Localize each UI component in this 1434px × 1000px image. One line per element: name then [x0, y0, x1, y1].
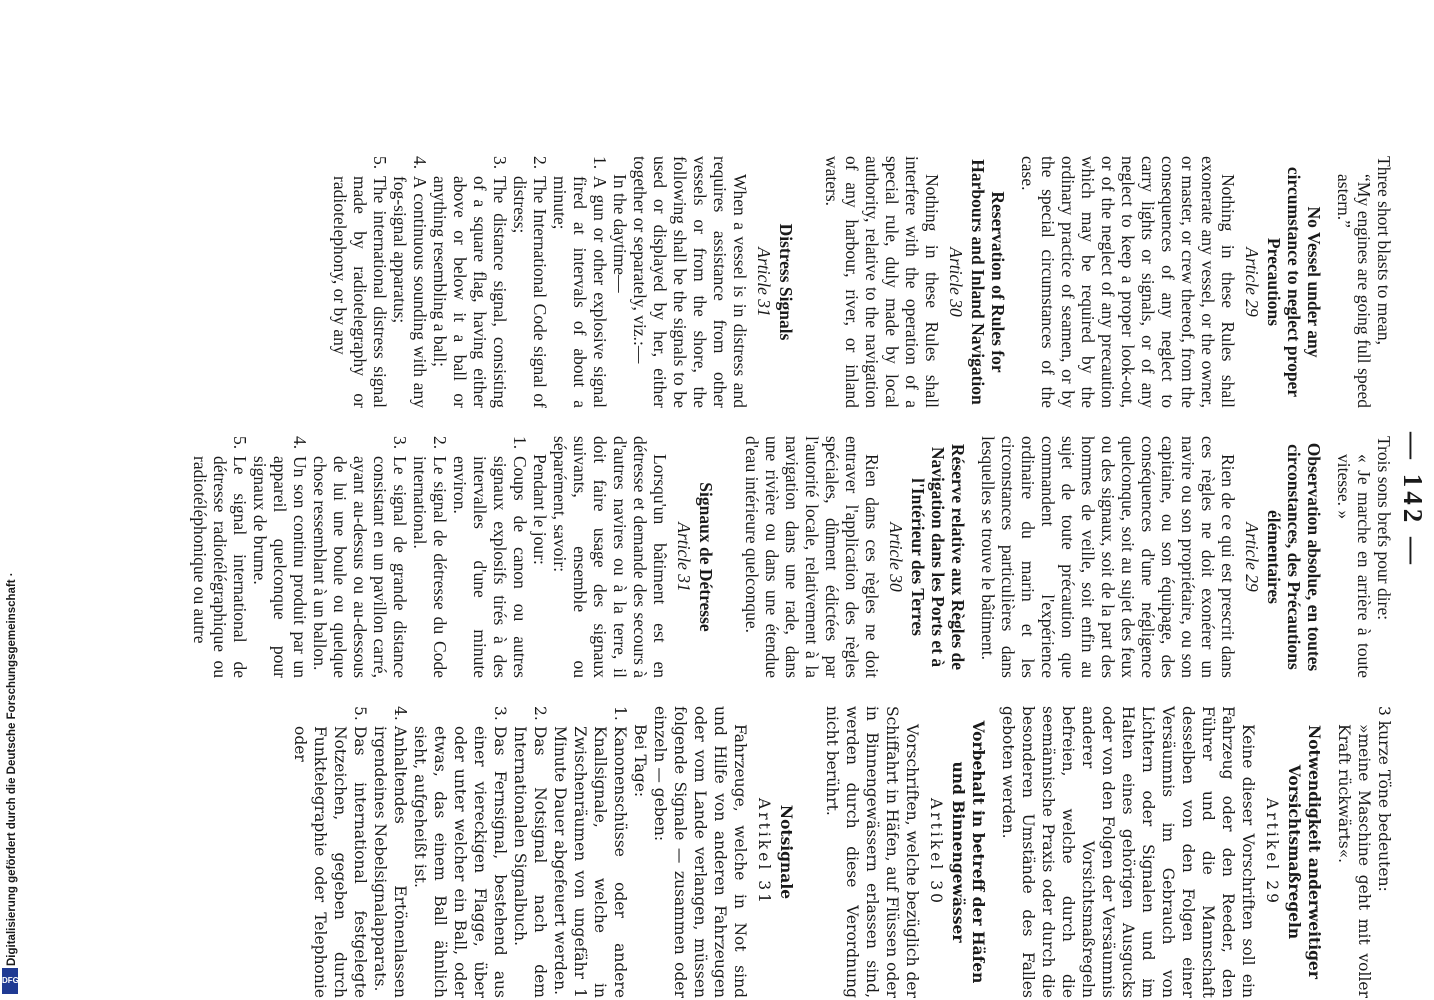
item-number: 2. — [530, 156, 550, 170]
article-label: Article 31 — [674, 522, 694, 592]
item-text: Das Fernsignal, bestehend aus einer viereckigen Flagge, über oder unter welcher ein Ball, oder etwas, das einem Ball ähnlich sieht, aufgeheißt ist. — [411, 726, 509, 998]
list-item — [550, 156, 610, 408]
french-column — [190, 436, 1394, 678]
section-heading: Notwendigkeit anderweitiger Vorsichtsmaßregeln — [1285, 725, 1324, 979]
intro-line: Three short blasts to mean, — [1374, 156, 1394, 346]
list-item — [310, 436, 410, 678]
intro-line: 3 kurze Töne bedeuten: — [1375, 706, 1393, 892]
credit-text: Digitalisierung gefördert durch die Deutsche Forschungsgemeinschaft · — [6, 572, 18, 966]
list-item — [410, 436, 450, 678]
item-text: Anhaltendes Ertönenlassen irgendeines Nebelsignalapparats. — [371, 726, 409, 998]
list-item — [510, 156, 550, 408]
item-number: 5. — [351, 706, 369, 721]
item-text: Le signal de grande distance consistant en un pavillon carré, ayant au-dessus ou au-dessous de lui une boule ou quelque chose ressemblant à un ballon. — [310, 456, 410, 678]
section-heading: No Vessel under any circumstance to neglect proper Precautions — [1264, 166, 1324, 398]
item-number: 5. — [230, 436, 250, 450]
list-item — [250, 436, 310, 678]
dfg-logo: DFG — [2, 968, 18, 994]
item-text: Das international festgelegte Notzeichen, gegeben durch Funktelegraphie oder Telephonie oder — [291, 726, 369, 998]
article-text: Lorsqu'un bâtiment est en détresse et demande des secours à d'autres navires ou à la terre, il doit faire usage des signaux suivants, ensemble ou séparément, savoir: — [550, 436, 670, 678]
section-heading: Notsignale — [777, 804, 796, 900]
intro-quote: “My engines are going full speed astern.” — [1334, 174, 1374, 408]
section-heading: Réserve relative aux Règles de Navigation dans les Ports et à l'Intérieur des Terres — [908, 443, 968, 671]
article-text: Rien de ce qui est prescrit dans ces règles ne doit exonérer un navire ou son propriétaire, ou son capitaine, ou son équipage, des conséquences d'une négligence quelconque, soit au sujet des feux ou des signaux, soit de la part des hommes de veille, soit enfin au sujet de toute précaution que commandent l'expérience ordinaire du marin et les circonstances particulières dans lesquelles se trouve le bâtiment. — [978, 436, 1238, 678]
article-label: Artikel 31 — [755, 798, 773, 906]
item-text: A continuous sounding with any fog-signal apparatus; — [390, 176, 430, 408]
item-text: A gun or other explosive signal fired at intervals of about a minute; — [550, 176, 610, 408]
article-text: Nothing in these Rules shall exonerate any vessel, or the owner, or master, or crew thereof, from the consequences of any neglect to carry lights or signals, or of any neglect to keep a proper look-out, or of the neglect of any precaution which may be required by the ordinary practice of seamen, or by the special circumstances of the case. — [1018, 156, 1238, 408]
german-column — [290, 706, 1394, 998]
list-item — [390, 156, 430, 408]
article-text: Vorschriften, welche bezüglich der Schiffahrt in Häfen, auf Flüssen oder in Binnengewässern erlassen sind, werden durch diese Verordnung nicht berührt. — [823, 706, 921, 998]
item-number: 5. — [370, 156, 390, 170]
list-item — [430, 156, 510, 408]
list-item — [510, 706, 550, 998]
article-label: Article 30 — [886, 522, 906, 592]
list-item — [190, 436, 250, 678]
item-number: 3. — [390, 436, 410, 450]
article-label: Artikel 29 — [1263, 798, 1281, 906]
list-item — [550, 706, 630, 998]
item-text: The international distress signal made by radiotelegraphy or radiotelephony, or by any — [330, 176, 390, 408]
section-heading: Distress Signals — [776, 223, 796, 341]
article-text: When a vessel is in distress and requires assistance from other vessels or from the shore, the following shall be the signals to be used or displayed by her, either together or separately, viz.:— — [630, 156, 750, 408]
daytime-label: Pendant le jour: — [530, 454, 550, 565]
list-item — [450, 436, 530, 678]
intro-quote: « Je marche en arrière à toute vitesse. » — [1334, 454, 1374, 678]
daytime-label: In the daytime— — [610, 174, 630, 293]
item-number: 1. — [590, 156, 610, 170]
item-number: 2. — [531, 706, 549, 721]
list-item — [370, 706, 410, 998]
article-text: Keine dieser Vorschriften soll ein Fahrzeug oder den Reeder, den Führer und die Mannschaft desselben von den Folgen einer Versäumnis im Gebrauch von Lichtern oder Signalen und im Halten eines gehörigen Ausgucks oder von den Folgen der Versäumnis anderer Vorsichtsmaßregeln befreien, welche durch die seemännische Praxis oder durch die besonderen Umstände des Falles geboten werden. — [999, 706, 1257, 998]
intro-quote: »meine Maschine geht mit voller Kraft rückwärts«. — [1335, 724, 1373, 998]
intro-line: Trois sons brefs pour dire: — [1374, 436, 1394, 621]
article-label: Article 31 — [754, 247, 774, 317]
item-number: 3. — [491, 706, 509, 721]
item-text: Das Notsignal nach dem Internationalen Signalbuch. — [511, 726, 549, 998]
item-text: Le signal de détresse du Code international. — [410, 456, 450, 678]
item-number: 4. — [290, 436, 310, 450]
item-text: Coups de canon ou autres signaux explosifs tirés à des intervalles d'une minute environ. — [450, 456, 530, 678]
section-heading: Vorbehalt in betreff der Häfen und Binnengewässer — [949, 720, 988, 984]
daytime-label: Bei Tage: — [631, 724, 649, 798]
article-text: Nothing in these Rules shall interfere with the operation of a special rule, duly made by local authority, relative to the navigation of any harbour, river, or inland waters. — [822, 156, 942, 408]
item-text: Kanonenschüsse oder andere Knallsignale, welche in Zwischenräumen von ungefähr 1 Minute Dauer abgefeuert werden. — [551, 726, 629, 998]
item-number: 2. — [430, 436, 450, 450]
section-heading: Signaux de Détresse — [696, 482, 716, 632]
list-item — [290, 706, 370, 998]
item-number: 1. — [510, 436, 530, 450]
list-item — [330, 156, 390, 408]
list-item — [410, 706, 510, 998]
page-number: — 142 — — [1398, 432, 1428, 568]
section-heading: Reservation of Rules for Harbours and Inland Navigation — [968, 159, 1008, 405]
english-column — [330, 156, 1394, 408]
item-text: The International Code signal of distress; — [510, 176, 550, 408]
digitization-credit — [0, 572, 22, 1000]
item-number: 4. — [391, 706, 409, 721]
item-number: 1. — [611, 706, 629, 721]
item-text: The distance signal, consisting of a square flag, having either above or below it a ball or anything resembling a ball; — [430, 176, 510, 408]
article-label: Article 29 — [1242, 247, 1262, 317]
item-number: 3. — [490, 156, 510, 170]
item-text: Le signal international de détresse radiotélégraphique ou radiotéléphonique ou autre — [190, 456, 250, 678]
item-number: 4. — [410, 156, 430, 170]
section-heading: Observation absolue, en toutes circonstances, des Précautions élémentaires — [1264, 442, 1324, 672]
item-text: Un son continu produit par un appareil quelconque pour signaux de brume. — [250, 456, 310, 678]
article-label: Article 29 — [1242, 522, 1262, 592]
article-label: Article 30 — [946, 247, 966, 317]
article-text: Rien dans ces règles ne doit entraver l'application des règles spéciales, dûment édictées par l'autorité locale, relativement à la navigation dans une rade, dans une rivière ou dans une étendue d'eau intérieure quelconque. — [742, 436, 882, 678]
article-text: Fahrzeuge, welche in Not sind und Hilfe von anderen Fahrzeugen oder vom Lande verlangen, müssen folgende Signale — zusammen oder einzeln — geben: — [651, 706, 749, 998]
article-label: Artikel 30 — [927, 798, 945, 906]
